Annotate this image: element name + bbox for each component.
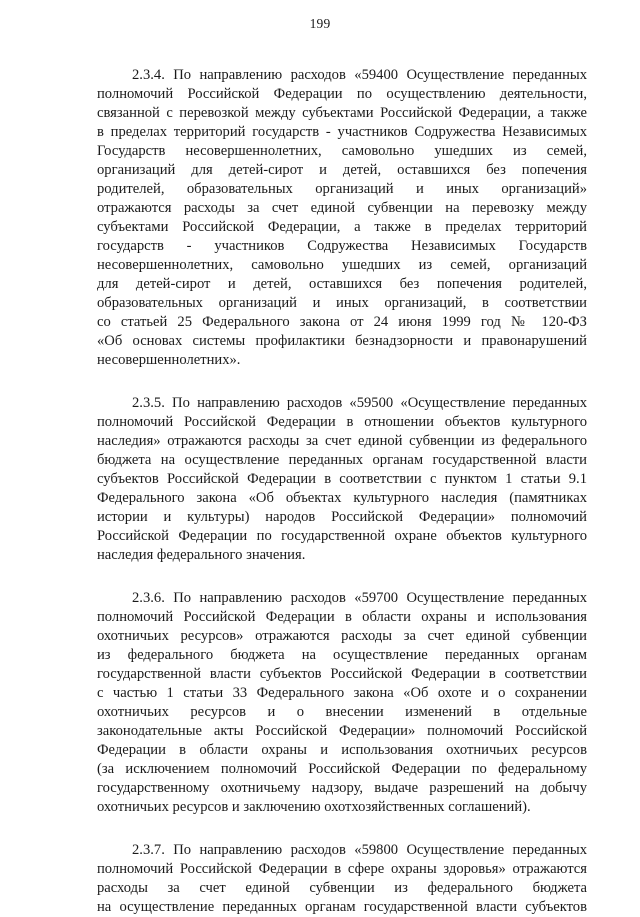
paragraph-line: охотничьих ресурсов и о внесении изменений в отдельные: [97, 704, 587, 720]
paragraph-line: государственной власти субъектов Российской Федерации в соответствии: [97, 666, 587, 682]
paragraph-line: несовершеннолетних».: [97, 352, 241, 368]
paragraph-line: охотничьих ресурсов» отражаются расходы за счет единой субвенции: [97, 628, 587, 644]
paragraph-line: охотничьих ресурсов и заключению охотхозяйственных соглашений).: [97, 799, 531, 815]
page-number: 199: [309, 16, 331, 31]
paragraph-line: на осуществление переданных органам государственной власти субъектов: [97, 899, 587, 915]
paragraph-2-3-7: [97, 841, 587, 917]
paragraph-line: законодательные акты Российской Федерации» полномочий Российской: [97, 723, 587, 739]
paragraph-line: связанной с перевозкой между субъектами Российской Федерации, а также: [97, 105, 587, 121]
paragraph-line: 2.3.4. По направлению расходов «59400 Осуществление переданных: [132, 67, 587, 83]
paragraph-line: Российской Федерации по государственной охране объектов культурного: [97, 528, 587, 544]
paragraph-line: 2.3.5. По направлению расходов «59500 «Осуществление переданных: [132, 395, 587, 411]
paragraph-line: для детей-сирот и детей, оставшихся без попечения родителей,: [97, 276, 587, 292]
paragraph-line: полномочий Российской Федерации в отношении объектов культурного: [97, 414, 587, 430]
paragraph-line: Федерации в области охраны и использования охотничьих ресурсов: [97, 742, 587, 758]
paragraph-line: государств - участников Содружества Независимых Государств: [97, 238, 587, 254]
paragraph-spacer: [97, 817, 587, 841]
paragraph-line: государственному охотничьему надзору, выдаче разрешений на добычу: [97, 780, 587, 796]
paragraph-line: Государств несовершеннолетних, самовольно ушедших из семей,: [97, 143, 587, 159]
paragraph-spacer: [97, 565, 587, 589]
paragraph-line: с частью 1 статьи 33 Федерального закона «Об охоте и о сохранении: [97, 685, 587, 701]
paragraph-line: (за исключением полномочий Российской Федерации по федеральному: [97, 761, 587, 777]
paragraph-line: истории и культуры) народов Российской Федерации» полномочий: [97, 509, 587, 525]
paragraph-line: организаций для детей-сирот и детей, оставшихся без попечения: [97, 162, 587, 178]
paragraph-2-3-4: [97, 66, 587, 370]
paragraph-line: со статьей 25 Федерального закона от 24 июня 1999 год № 120-ФЗ: [97, 314, 587, 330]
paragraph-line: субъектов Российской Федерации в соответствии с пунктом 1 статьи 9.1: [97, 471, 587, 487]
paragraph-line: 2.3.7. По направлению расходов «59800 Осуществление переданных: [132, 842, 587, 858]
paragraph-spacer: [97, 370, 587, 394]
paragraph-line: полномочий Российской Федерации в области охраны и использования: [97, 609, 587, 625]
paragraph-line: из федерального бюджета на осуществление переданных органам: [97, 647, 587, 663]
paragraph-line: несовершеннолетних, самовольно ушедших из семей, организаций: [97, 257, 587, 273]
paragraph-line: образовательных организаций и иных организаций, в соответствии: [97, 295, 587, 311]
paragraph-line: бюджета на осуществление переданных органам государственной власти: [97, 452, 587, 468]
paragraph-line: родителей, образовательных организаций и иных организаций»: [97, 181, 587, 197]
document-body: [97, 66, 587, 917]
paragraph-line: «Об основах системы профилактики безнадзорности и правонарушений: [97, 333, 587, 349]
paragraph-2-3-5: [97, 394, 587, 565]
paragraph-line: в пределах территорий государств - участников Содружества Независимых: [97, 124, 587, 140]
paragraph-line: субъектами Российской Федерации, а также в пределах территорий: [97, 219, 587, 235]
paragraph-line: наследия федерального значения.: [97, 547, 306, 563]
paragraph-2-3-6: [97, 589, 587, 817]
paragraph-line: наследия» отражаются расходы за счет единой субвенции из федерального: [97, 433, 587, 449]
paragraph-line: полномочий Российской Федерации в сфере охраны здоровья» отражаются: [97, 861, 587, 877]
paragraph-line: полномочий Российской Федерации по осуществлению деятельности,: [97, 86, 587, 102]
paragraph-line: отражаются расходы за счет единой субвенции на перевозку между: [97, 200, 587, 216]
paragraph-line: расходы за счет единой субвенции из федерального бюджета: [97, 880, 587, 896]
paragraph-line: 2.3.6. По направлению расходов «59700 Осуществление переданных: [132, 590, 587, 606]
paragraph-line: Федерального закона «Об объектах культурного наследия (памятниках: [97, 490, 587, 506]
